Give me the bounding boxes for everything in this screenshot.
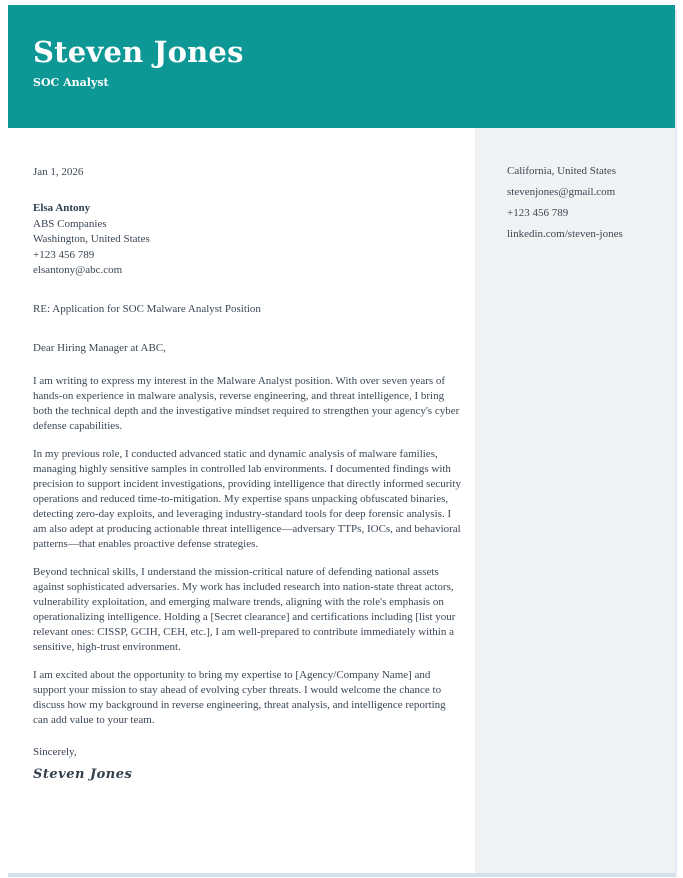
candidate-name: Steven Jones [33, 35, 244, 69]
candidate-job-title: SOC Analyst [33, 76, 109, 89]
recipient-block [33, 201, 461, 279]
recipient-location: Washington, United States [33, 233, 150, 245]
recipient-company: ABS Companies [33, 217, 107, 230]
cover-letter-page [8, 5, 675, 873]
sidebar-linkedin: linkedin.com/steven-jones [507, 228, 623, 240]
paragraph-closing-interest: I am excited about the opportunity to bring my expertise to [Agency/Company Name] and support your mission to stay ahead of evolving cyber threats. I would welcome the chance to discuss how my background in reverse engineering, threat analysis, and intelligence reporting can add value to your team. [33, 668, 446, 726]
subject-line: RE: Application for SOC Malware Analyst Position [33, 302, 261, 315]
sidebar-phone: +123 456 789 [507, 207, 569, 219]
closing-salutation: Sincerely, [33, 745, 77, 758]
paragraph-experience: In my previous role, I conducted advanced static and dynamic analysis of malware families, managing highly sensitive samples in controlled lab environments. I documented findings with precision to support incident investigations, providing intelligence that directly informed security operations and reduced time-to-mitigation. My expertise spans unpacking obfuscated binaries, detecting zero-day exploits, and leveraging industry-standard tools for deep forensic analysis. I am also adept at producing actionable threat intelligence—adversary TTPs, IOCs, and behavioral patterns—that enables proactive defense strategies. [33, 447, 461, 550]
recipient-email: elsantony@abc.com [33, 264, 123, 276]
letter-body-column [8, 128, 475, 873]
paragraph-skills: Beyond technical skills, I understand the mission-critical nature of defending national assets against sophisticated adversaries. My work has included research into nation-state threat actors, vulnerability exploitation, and emerging malware trends, aligning with the role's emphasis on operationalizing intelligence. Holding a [Secret clearance] and certifications including [list your relevant ones: CISSP, GCIH, CEH, etc.], I am well-prepared to contribute immediately within a sensitive, high-trust environment. [33, 565, 456, 653]
content-columns [8, 128, 675, 873]
signature-text: Steven Jones [33, 766, 133, 782]
paragraph-intro: I am writing to express my interest in the Malware Analyst position. With over seven years of hands-on experience in malware analysis, reverse engineering, and threat intelligence, I bring both the technical depth and the investigative mindset required to strengthen your agency's cyber defense capabilities. [33, 374, 460, 432]
sidebar-location: California, United States [507, 165, 617, 177]
letter-date: Jan 1, 2026 [33, 166, 84, 178]
recipient-name: Elsa Antony [33, 202, 91, 214]
recipient-phone: +123 456 789 [33, 248, 95, 261]
contact-sidebar [475, 128, 675, 873]
greeting-line: Dear Hiring Manager at ABC, [33, 341, 166, 354]
sidebar-email: stevenjones@gmail.com [507, 186, 616, 198]
header-banner [8, 5, 675, 128]
